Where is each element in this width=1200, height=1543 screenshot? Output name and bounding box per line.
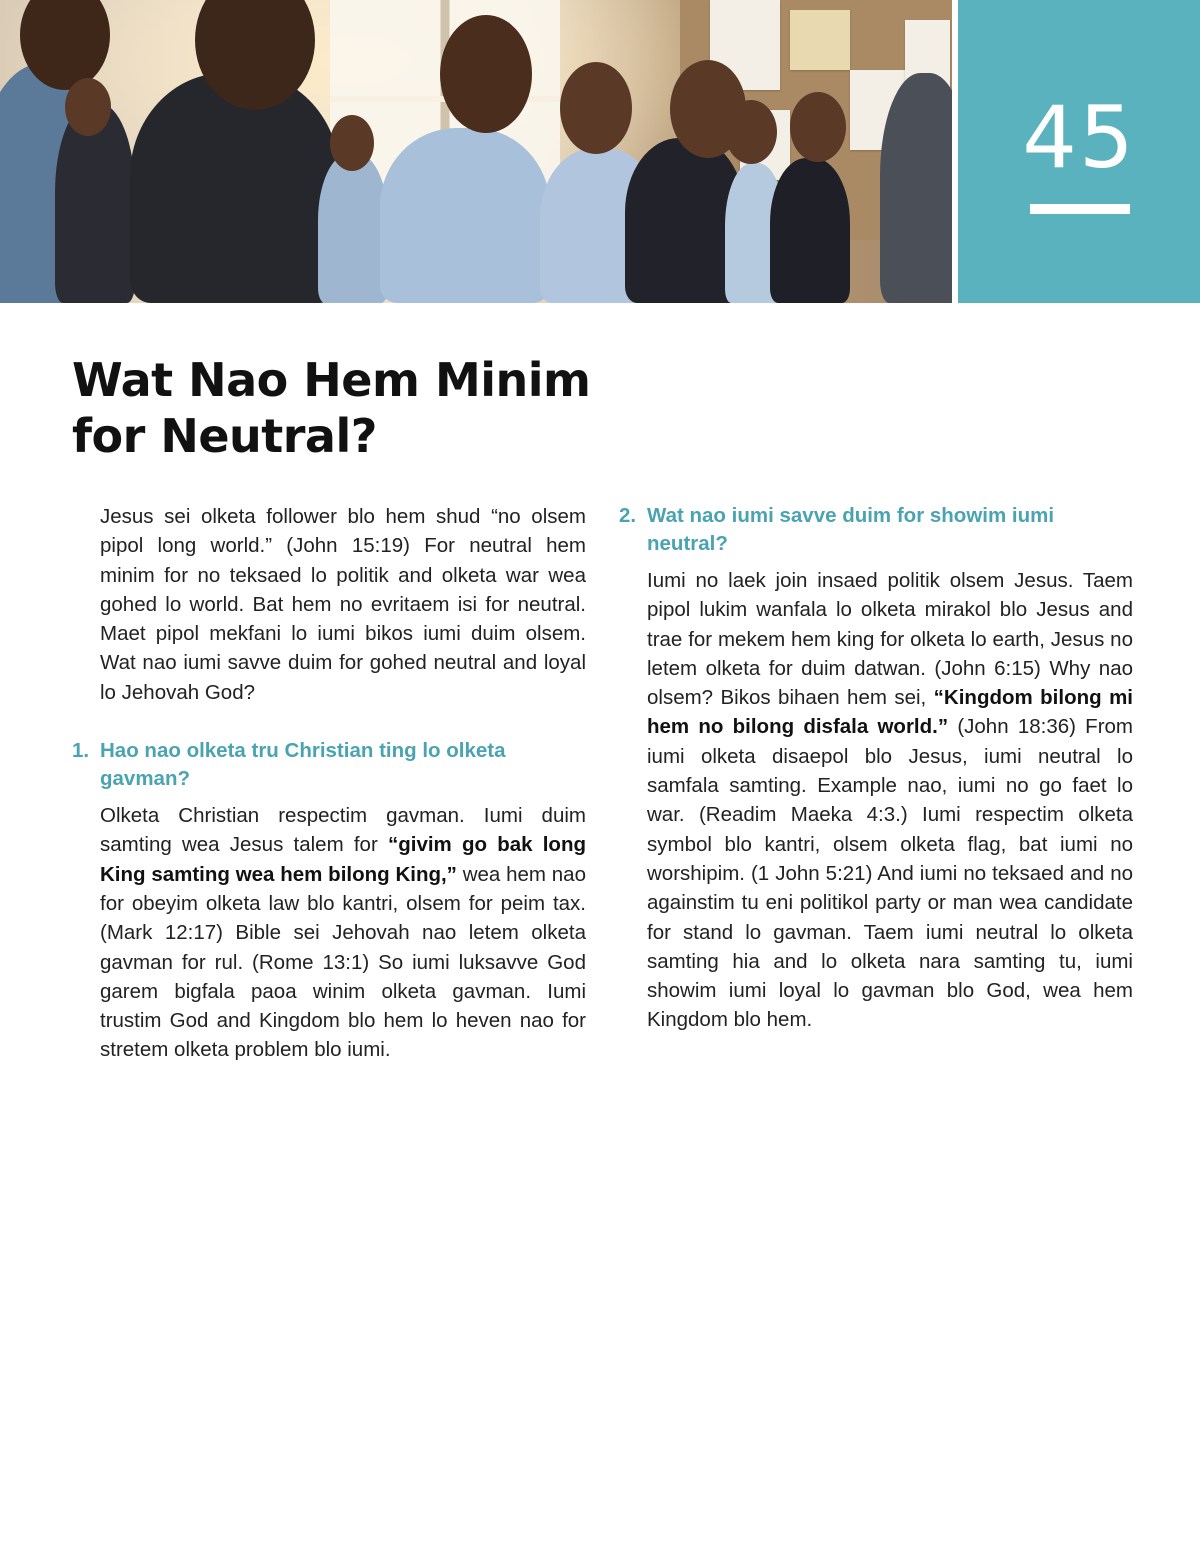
intro-paragraph: Jesus sei olketa follower blo hem shud “no olsem pipol long world.” (John 15:19) For neutral hem minim for no teksaed lo politik and olketa war wea gohed lo world. Bat hem no evritaem isi for neutral. Maet pipol mekfani lo iumi bikos iumi duim olsem. Wat nao iumi savve duim for gohed neutral and loyal lo Jehovah God? (100, 505, 586, 704)
right-column (619, 502, 1133, 1035)
answer-1-paragraph (100, 801, 586, 1065)
question-1-heading (72, 737, 586, 793)
lesson-number-tab (958, 0, 1200, 303)
answer-1-text-a: Olketa Christian respectim gavman. Iumi duim samting wea Jesus talem for (100, 804, 586, 857)
header-photo (0, 0, 952, 303)
question-1-text: Hao nao olketa tru Christian ting lo olketa gavman? (100, 739, 506, 791)
answer-2-bold-quote: “Kingdom bilong mi hem no bilong disfala world.” (647, 686, 1133, 739)
question-1-number: 1. (72, 739, 90, 763)
answer-1-bold-quote: “givim go bak long King samting wea hem bilong King,” (100, 833, 586, 886)
answer-2-text-b: (John 18:36) From iumi olketa disaepol blo Jesus, iumi neutral lo samfala samting. Example nao, iumi no go faet lo war. (Readim Maeka 4:3.) Iumi respectim olketa symbol blo kantri, olsem olketa flag, bat iumi no worshipim. (1 John 5:21) And iumi no teksaed and no againstim tu eni politikol party or man wea candidate for stand lo gavman. Taem iumi neutral lo olketa samting hia and lo olketa nara samting tu, iumi showim iumi loyal lo gavman blo God, wea hem Kingdom blo hem. (647, 715, 1133, 1032)
left-column (72, 502, 586, 1065)
answer-2-paragraph (647, 566, 1133, 1035)
page-title-line-1: Wat Nao Hem Minim (72, 353, 591, 407)
page-title-line-2: for Neutral? (72, 409, 377, 463)
question-2-heading (619, 502, 1133, 558)
answer-1-text-b: wea hem nao for obeyim olketa law blo kantri, olsem for peim tax. (Mark 12:17) Bible sei Jehovah nao letem olketa gavman for rul. (Rome 13:1) So iumi luksavve God garem bigfala paoa winim olketa gavman. Iumi trustim God and Kingdom blo hem lo heven nao for stretem olketa problem blo iumi. (100, 862, 586, 1062)
lesson-number: 45 (1022, 88, 1136, 188)
page-title (72, 352, 672, 464)
question-2-text: Wat nao iumi savve duim for showim iumi neutral? (647, 504, 1055, 555)
lesson-number-underline (1030, 204, 1130, 214)
answer-2-text-a: Iumi no laek join insaed politik olsem Jesus. Taem pipol lukim wanfala lo olketa mirakol blo Jesus and trae for mekem hem king for olketa lo earth, Jesus no letem olketa for duim datwan. (John 6:15) Why nao olsem? Bikos bihaen hem sei, (647, 569, 1133, 710)
question-2-number: 2. (619, 504, 637, 527)
